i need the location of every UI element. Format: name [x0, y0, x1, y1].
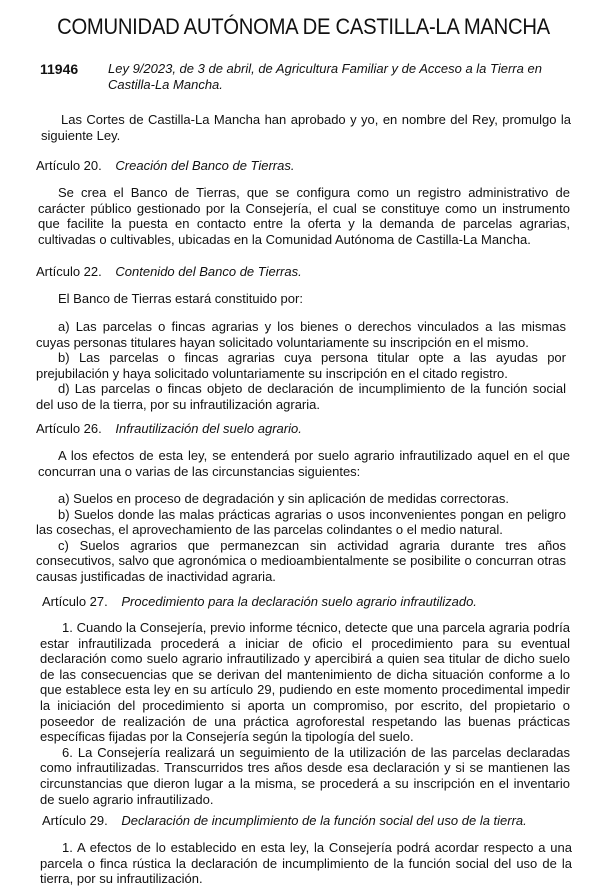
list-item: 6. La Consejería realizará un seguimiento de la utilización de las parcelas declaradas como infrautilizadas. Transcurridos tres años desde esa declaración y si se mantienen las circunstancias que dieron lugar a la misma, se procederá a su inscripción en el inventario de suelo agrario infrautilizado. — [40, 744, 570, 807]
article-title: Procedimiento para la declaración suelo agrario infrautilizado. — [121, 594, 477, 609]
article-title: Infrautilización del suelo agrario. — [115, 421, 302, 436]
article-title: Declaración de incumplimiento de la función social del uso de la tierra. — [121, 813, 527, 828]
article-20-heading — [36, 158, 294, 173]
article-label: Artículo 26. — [36, 421, 102, 436]
list-item: a) Las parcelas o fincas agrarias y los bienes o derechos vinculados a las mismas cuyas personas titulares hayan solicitado voluntariamente su inscripción en el mismo. — [36, 319, 566, 350]
article-27-heading — [42, 594, 477, 609]
intro-paragraph: Las Cortes de Castilla-La Mancha han aprobado y yo, en nombre del Rey, promulgo la siguiente Ley. — [41, 112, 571, 143]
list-item: 1. Cuando la Consejería, previo informe técnico, detecte que una parcela agraria podría estar infrautilizada procederá a iniciar de oficio el procedimiento para su eventual declaración como suelo agrario infrautilizado y apercibirá a quien sea titular de dicho suelo de las consecuencias que se derivan del mantenimiento de dicha situación conforme a lo que establece esta ley en su artículo 29, pudiendo en este momento procedimental impedir la iniciación del procedimiento si aporta un compromiso, por escrito, del propietario o poseedor de realización de una práctica agroforestal respetando las buenas prácticas específicas fijadas por la Consejería según la tipología del suelo. — [40, 620, 570, 745]
article-29-list — [40, 840, 572, 887]
article-26-heading — [36, 421, 302, 436]
article-22-paragraph: El Banco de Tierras estará constituido por: — [58, 291, 303, 306]
list-item: a) Suelos en proceso de degradación y sin aplicación de medidas correctoras. — [58, 491, 509, 506]
list-item: 1. A efectos de lo establecido en esta ley, la Consejería podrá acordar respecto a una parcela o finca rústica la declaración de incumplimiento de la función social del uso de la tierra, por su infrautilización. — [40, 840, 572, 887]
list-item: d) Las parcelas o fincas objeto de declaración de incumplimiento de la función social del uso de la tierra, por su infrautilización agraria. — [36, 381, 566, 412]
article-title: Contenido del Banco de Tierras. — [115, 264, 302, 279]
article-label: Artículo 20. — [36, 158, 102, 173]
page-title: COMUNIDAD AUTÓNOMA DE CASTILLA-LA MANCHA — [57, 14, 550, 39]
law-title: Ley 9/2023, de 3 de abril, de Agricultura Familiar y de Acceso a la Tierra en Castilla-La Mancha. — [108, 61, 542, 92]
article-label: Artículo 22. — [36, 264, 102, 279]
article-title: Creación del Banco de Tierras. — [115, 158, 295, 173]
list-item: c) Suelos agrarios que permanezcan sin actividad agraria durante tres años consecutivos, salvo que agronómica o medioambientalmente se posibilite o concurran otras causas justificadas de inactividad agraria. — [36, 537, 566, 584]
article-label: Artículo 27. — [42, 594, 108, 609]
article-26-list — [36, 491, 566, 585]
article-label: Artículo 29. — [42, 813, 108, 828]
article-20-paragraph: Se crea el Banco de Tierras, que se configura como un registro administrativo de carácter público gestionado por la Consejería, el cual se constituye como un instrumento que facilite la puesta en contacto entre la oferta y la demanda de parcelas agrarias, cultivadas o cultivables, ubicadas en la Comunidad Autónoma de Castilla-La Mancha. — [38, 185, 570, 247]
article-22-heading — [36, 264, 302, 279]
article-26-paragraph: A los efectos de esta ley, se entenderá por suelo agrario infrautilizado aquel en el que concurran una o varias de las circunstancias siguientes: — [38, 448, 570, 479]
article-29-heading — [42, 813, 527, 828]
list-item: b) Las parcelas o fincas agrarias cuya persona titular opte a las ayudas por prejubilación y haya solicitado voluntariamente su inscripción en el citado registro. — [36, 350, 566, 381]
disposition-number: 11946 — [40, 61, 79, 77]
article-22-list — [36, 319, 566, 413]
list-item: b) Suelos donde las malas prácticas agrarias o usos inconvenientes pongan en peligro las cosechas, el aprovechamiento de las parcelas colindantes o el medio natural. — [36, 506, 566, 538]
article-27-list — [40, 620, 570, 807]
